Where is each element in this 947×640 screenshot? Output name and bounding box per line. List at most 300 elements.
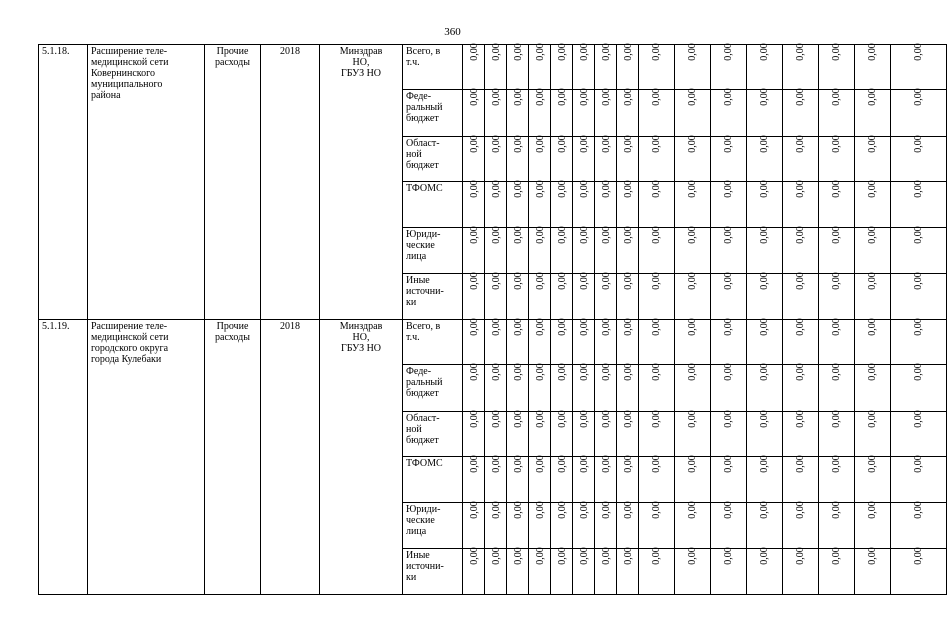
cell-text-line: медицинской сети bbox=[91, 332, 169, 343]
value-text: 0,00 bbox=[650, 180, 662, 198]
value-cell bbox=[529, 503, 551, 549]
value-text: 0,00 bbox=[556, 180, 568, 198]
value-text: 0,00 bbox=[758, 135, 770, 153]
value-cell bbox=[675, 412, 711, 457]
value-text: 0,00 bbox=[622, 43, 634, 61]
cell-text-line: Феде- bbox=[406, 366, 432, 377]
value-cell bbox=[675, 228, 711, 274]
value-cell bbox=[891, 320, 947, 365]
value-text: 0,00 bbox=[578, 226, 590, 244]
value-cell bbox=[675, 274, 711, 320]
value-cell bbox=[855, 412, 891, 457]
value-text: 0,00 bbox=[600, 547, 612, 565]
value-text: 0,00 bbox=[600, 455, 612, 473]
value-text: 0,00 bbox=[490, 547, 502, 565]
value-text: 0,00 bbox=[600, 226, 612, 244]
cell-text-line: муниципального bbox=[91, 79, 163, 90]
value-text: 0,00 bbox=[650, 455, 662, 473]
value-text: 0,00 bbox=[622, 226, 634, 244]
value-text: 0,00 bbox=[722, 135, 734, 153]
value-cell bbox=[783, 549, 819, 595]
value-cell bbox=[711, 137, 747, 182]
value-text: 0,00 bbox=[534, 318, 546, 336]
value-text: 0,00 bbox=[468, 410, 480, 428]
value-cell bbox=[711, 320, 747, 365]
expense-type bbox=[205, 45, 261, 320]
cell-text-line: Иные bbox=[406, 275, 430, 286]
value-cell bbox=[639, 137, 675, 182]
value-cell bbox=[595, 549, 617, 595]
value-text: 0,00 bbox=[534, 410, 546, 428]
measure-name bbox=[88, 320, 205, 595]
value-text: 0,00 bbox=[468, 135, 480, 153]
value-cell bbox=[507, 182, 529, 228]
value-cell bbox=[891, 365, 947, 412]
value-text: 0,00 bbox=[794, 135, 806, 153]
value-text: 0,00 bbox=[534, 363, 546, 381]
value-text: 0,00 bbox=[534, 43, 546, 61]
cell-text-line: источни- bbox=[406, 286, 444, 297]
value-cell bbox=[551, 365, 573, 412]
value-cell bbox=[507, 320, 529, 365]
value-cell bbox=[711, 274, 747, 320]
value-cell bbox=[551, 228, 573, 274]
value-text: 0,00 bbox=[686, 501, 698, 519]
value-cell bbox=[747, 90, 783, 137]
value-cell bbox=[529, 549, 551, 595]
value-cell bbox=[463, 274, 485, 320]
value-cell bbox=[639, 274, 675, 320]
value-text: 0,00 bbox=[468, 88, 480, 106]
value-text: 0,00 bbox=[650, 135, 662, 153]
value-cell bbox=[507, 549, 529, 595]
funding-source bbox=[403, 274, 463, 320]
cell-text-line: ки bbox=[406, 297, 417, 308]
value-text: 0,00 bbox=[912, 501, 924, 519]
value-text: 0,00 bbox=[600, 410, 612, 428]
value-text: 0,00 bbox=[722, 547, 734, 565]
value-text: 0,00 bbox=[866, 547, 878, 565]
value-text: 0,00 bbox=[556, 410, 568, 428]
value-text: 0,00 bbox=[866, 88, 878, 106]
value-text: 0,00 bbox=[468, 501, 480, 519]
value-text: 0,00 bbox=[468, 226, 480, 244]
value-text: 0,00 bbox=[468, 180, 480, 198]
value-cell bbox=[747, 503, 783, 549]
value-cell bbox=[675, 182, 711, 228]
executor bbox=[320, 320, 403, 595]
value-text: 0,00 bbox=[622, 547, 634, 565]
funding-source bbox=[403, 503, 463, 549]
value-text: 0,00 bbox=[650, 272, 662, 290]
value-text: 0,00 bbox=[794, 43, 806, 61]
value-text: 0,00 bbox=[556, 547, 568, 565]
value-text: 0,00 bbox=[686, 318, 698, 336]
value-cell bbox=[819, 412, 855, 457]
cell-text-line: бюджет bbox=[406, 435, 439, 446]
value-text: 0,00 bbox=[556, 501, 568, 519]
value-cell bbox=[463, 90, 485, 137]
value-cell bbox=[551, 90, 573, 137]
value-cell bbox=[463, 549, 485, 595]
value-text: 0,00 bbox=[556, 272, 568, 290]
value-text: 0,00 bbox=[468, 363, 480, 381]
value-cell bbox=[819, 549, 855, 595]
value-text: 0,00 bbox=[534, 180, 546, 198]
value-text: 0,00 bbox=[600, 43, 612, 61]
value-text: 0,00 bbox=[650, 410, 662, 428]
value-text: 0,00 bbox=[866, 455, 878, 473]
value-cell bbox=[573, 90, 595, 137]
value-cell bbox=[617, 137, 639, 182]
value-cell bbox=[639, 549, 675, 595]
funding-source bbox=[403, 412, 463, 457]
value-cell bbox=[675, 90, 711, 137]
cell-text-line: ТФОМС bbox=[406, 458, 443, 469]
value-text: 0,00 bbox=[534, 272, 546, 290]
value-cell bbox=[675, 137, 711, 182]
value-text: 0,00 bbox=[490, 180, 502, 198]
value-text: 0,00 bbox=[512, 455, 524, 473]
value-text: 0,00 bbox=[758, 410, 770, 428]
value-text: 0,00 bbox=[556, 455, 568, 473]
value-cell bbox=[675, 45, 711, 90]
value-cell bbox=[573, 503, 595, 549]
value-text: 0,00 bbox=[578, 410, 590, 428]
value-cell bbox=[551, 45, 573, 90]
value-text: 0,00 bbox=[686, 88, 698, 106]
value-cell bbox=[529, 365, 551, 412]
value-cell bbox=[819, 320, 855, 365]
value-cell bbox=[855, 503, 891, 549]
value-text: 0,00 bbox=[794, 410, 806, 428]
value-cell bbox=[529, 320, 551, 365]
value-text: 0,00 bbox=[534, 88, 546, 106]
value-cell bbox=[551, 182, 573, 228]
value-cell bbox=[573, 412, 595, 457]
value-text: 0,00 bbox=[650, 363, 662, 381]
value-text: 0,00 bbox=[830, 88, 842, 106]
cell-text-line: Расширение теле- bbox=[91, 321, 168, 332]
cell-text-line: ГБУЗ НО bbox=[340, 68, 382, 79]
value-cell bbox=[463, 228, 485, 274]
value-text: 0,00 bbox=[622, 363, 634, 381]
value-text: 0,00 bbox=[758, 88, 770, 106]
value-text: 0,00 bbox=[578, 180, 590, 198]
value-cell bbox=[783, 274, 819, 320]
value-cell bbox=[617, 45, 639, 90]
value-cell bbox=[783, 45, 819, 90]
value-cell bbox=[595, 274, 617, 320]
funding-source bbox=[403, 90, 463, 137]
value-text: 0,00 bbox=[866, 501, 878, 519]
value-text: 0,00 bbox=[650, 547, 662, 565]
value-text: 0,00 bbox=[722, 180, 734, 198]
value-text: 0,00 bbox=[758, 363, 770, 381]
value-cell bbox=[891, 137, 947, 182]
value-text: 0,00 bbox=[794, 363, 806, 381]
value-cell bbox=[507, 412, 529, 457]
value-text: 0,00 bbox=[912, 363, 924, 381]
year: 2018 bbox=[261, 45, 320, 320]
value-cell bbox=[891, 412, 947, 457]
cell-text-line: ки bbox=[406, 572, 417, 583]
value-text: 0,00 bbox=[830, 180, 842, 198]
value-cell bbox=[855, 182, 891, 228]
value-cell bbox=[529, 45, 551, 90]
cell-text-line: т.ч. bbox=[406, 57, 420, 68]
cell-text-line: лица bbox=[406, 526, 427, 537]
value-cell bbox=[855, 45, 891, 90]
value-text: 0,00 bbox=[830, 43, 842, 61]
value-text: 0,00 bbox=[512, 226, 524, 244]
value-text: 0,00 bbox=[512, 43, 524, 61]
value-cell bbox=[617, 320, 639, 365]
value-cell bbox=[551, 274, 573, 320]
value-text: 0,00 bbox=[686, 135, 698, 153]
value-text: 0,00 bbox=[686, 363, 698, 381]
value-cell bbox=[675, 457, 711, 503]
funding-source bbox=[403, 182, 463, 228]
cell-text-line: ческие bbox=[406, 240, 435, 251]
value-text: 0,00 bbox=[556, 318, 568, 336]
value-text: 0,00 bbox=[912, 135, 924, 153]
value-text: 0,00 bbox=[512, 318, 524, 336]
value-cell bbox=[617, 274, 639, 320]
value-cell bbox=[819, 274, 855, 320]
value-cell bbox=[595, 503, 617, 549]
cell-text-line: городского округа bbox=[91, 343, 169, 354]
value-text: 0,00 bbox=[686, 272, 698, 290]
value-text: 0,00 bbox=[578, 501, 590, 519]
value-text: 0,00 bbox=[534, 226, 546, 244]
funding-source bbox=[403, 45, 463, 90]
value-cell bbox=[507, 503, 529, 549]
value-text: 0,00 bbox=[490, 88, 502, 106]
cell-text-line: Расширение теле- bbox=[91, 46, 168, 57]
cell-text-line: Феде- bbox=[406, 91, 432, 102]
measure-number: 5.1.18. bbox=[39, 45, 88, 320]
table-body bbox=[39, 45, 947, 595]
value-text: 0,00 bbox=[578, 455, 590, 473]
value-cell bbox=[711, 182, 747, 228]
value-cell bbox=[819, 90, 855, 137]
value-text: 0,00 bbox=[794, 180, 806, 198]
value-cell bbox=[819, 228, 855, 274]
cell-text-line: ТФОМС bbox=[406, 183, 443, 194]
value-text: 0,00 bbox=[490, 455, 502, 473]
value-text: 0,00 bbox=[600, 180, 612, 198]
value-cell bbox=[573, 365, 595, 412]
value-text: 0,00 bbox=[534, 135, 546, 153]
value-cell bbox=[675, 320, 711, 365]
cell-text-line: ГБУЗ НО bbox=[340, 343, 382, 354]
value-text: 0,00 bbox=[722, 43, 734, 61]
value-cell bbox=[573, 320, 595, 365]
cell-text-line: Прочие bbox=[216, 321, 249, 332]
value-cell bbox=[463, 412, 485, 457]
cell-text-line: города Кулебаки bbox=[91, 354, 162, 365]
value-cell bbox=[819, 182, 855, 228]
value-text: 0,00 bbox=[912, 43, 924, 61]
value-cell bbox=[529, 274, 551, 320]
value-text: 0,00 bbox=[722, 226, 734, 244]
value-text: 0,00 bbox=[512, 272, 524, 290]
value-text: 0,00 bbox=[556, 363, 568, 381]
value-text: 0,00 bbox=[490, 410, 502, 428]
measure-name bbox=[88, 45, 205, 320]
value-text: 0,00 bbox=[866, 226, 878, 244]
value-cell bbox=[485, 365, 507, 412]
value-cell bbox=[747, 365, 783, 412]
value-cell bbox=[617, 228, 639, 274]
cell-text-line: ральный bbox=[406, 102, 443, 113]
value-text: 0,00 bbox=[758, 43, 770, 61]
value-cell bbox=[529, 182, 551, 228]
cell-text-line: Минздрав bbox=[339, 321, 383, 332]
value-cell bbox=[675, 549, 711, 595]
value-cell bbox=[485, 137, 507, 182]
value-cell bbox=[463, 365, 485, 412]
value-text: 0,00 bbox=[686, 547, 698, 565]
value-text: 0,00 bbox=[686, 180, 698, 198]
value-text: 0,00 bbox=[830, 547, 842, 565]
value-text: 0,00 bbox=[686, 43, 698, 61]
value-text: 0,00 bbox=[556, 88, 568, 106]
value-text: 0,00 bbox=[794, 318, 806, 336]
cell-text-line: т.ч. bbox=[406, 332, 420, 343]
cell-text-line: ной bbox=[406, 424, 422, 435]
value-text: 0,00 bbox=[490, 363, 502, 381]
value-cell bbox=[675, 365, 711, 412]
value-cell bbox=[639, 365, 675, 412]
value-cell bbox=[639, 457, 675, 503]
value-cell bbox=[747, 457, 783, 503]
value-text: 0,00 bbox=[686, 226, 698, 244]
value-text: 0,00 bbox=[912, 547, 924, 565]
value-text: 0,00 bbox=[758, 180, 770, 198]
value-cell bbox=[485, 228, 507, 274]
cell-text-line: Област- bbox=[406, 413, 440, 424]
cell-text-line: НО, bbox=[352, 57, 370, 68]
value-text: 0,00 bbox=[686, 410, 698, 428]
executor bbox=[320, 45, 403, 320]
value-cell bbox=[485, 412, 507, 457]
funding-source bbox=[403, 549, 463, 595]
value-text: 0,00 bbox=[794, 455, 806, 473]
cell-text-line: НО, bbox=[352, 332, 370, 343]
value-cell bbox=[529, 457, 551, 503]
value-cell bbox=[639, 45, 675, 90]
value-cell bbox=[711, 412, 747, 457]
value-text: 0,00 bbox=[622, 410, 634, 428]
value-text: 0,00 bbox=[578, 135, 590, 153]
value-cell bbox=[595, 90, 617, 137]
value-cell bbox=[891, 45, 947, 90]
value-cell bbox=[595, 228, 617, 274]
value-text: 0,00 bbox=[758, 501, 770, 519]
value-cell bbox=[711, 90, 747, 137]
value-text: 0,00 bbox=[830, 501, 842, 519]
value-cell bbox=[783, 137, 819, 182]
value-text: 0,00 bbox=[490, 226, 502, 244]
value-text: 0,00 bbox=[578, 363, 590, 381]
cell-text-line: Юриди- bbox=[406, 504, 441, 515]
value-cell bbox=[617, 412, 639, 457]
value-text: 0,00 bbox=[912, 180, 924, 198]
value-text: 0,00 bbox=[758, 272, 770, 290]
cell-text-line: бюджет bbox=[406, 160, 439, 171]
cell-text-line: Всего, в bbox=[406, 321, 441, 332]
value-text: 0,00 bbox=[512, 363, 524, 381]
value-text: 0,00 bbox=[556, 226, 568, 244]
value-cell bbox=[551, 503, 573, 549]
value-cell bbox=[747, 137, 783, 182]
cell-text-line: Иные bbox=[406, 550, 430, 561]
value-text: 0,00 bbox=[650, 501, 662, 519]
value-text: 0,00 bbox=[794, 547, 806, 565]
value-text: 0,00 bbox=[912, 226, 924, 244]
value-text: 0,00 bbox=[830, 226, 842, 244]
value-cell bbox=[617, 182, 639, 228]
value-cell bbox=[855, 274, 891, 320]
value-cell bbox=[855, 549, 891, 595]
value-text: 0,00 bbox=[830, 455, 842, 473]
value-cell bbox=[485, 503, 507, 549]
value-cell bbox=[617, 90, 639, 137]
value-cell bbox=[783, 412, 819, 457]
value-cell bbox=[617, 549, 639, 595]
value-text: 0,00 bbox=[758, 455, 770, 473]
value-text: 0,00 bbox=[866, 410, 878, 428]
value-text: 0,00 bbox=[912, 88, 924, 106]
value-cell bbox=[639, 228, 675, 274]
cell-text-line: лица bbox=[406, 251, 427, 262]
value-text: 0,00 bbox=[912, 318, 924, 336]
value-cell bbox=[463, 45, 485, 90]
value-text: 0,00 bbox=[600, 363, 612, 381]
value-cell bbox=[783, 365, 819, 412]
value-text: 0,00 bbox=[650, 226, 662, 244]
value-cell bbox=[819, 137, 855, 182]
value-cell bbox=[783, 320, 819, 365]
value-text: 0,00 bbox=[490, 272, 502, 290]
value-cell bbox=[747, 45, 783, 90]
value-text: 0,00 bbox=[578, 43, 590, 61]
value-cell bbox=[783, 228, 819, 274]
value-text: 0,00 bbox=[578, 318, 590, 336]
value-text: 0,00 bbox=[490, 135, 502, 153]
value-cell bbox=[855, 90, 891, 137]
value-cell bbox=[783, 457, 819, 503]
value-cell bbox=[639, 90, 675, 137]
value-text: 0,00 bbox=[622, 455, 634, 473]
value-cell bbox=[463, 503, 485, 549]
value-cell bbox=[819, 45, 855, 90]
value-cell bbox=[595, 182, 617, 228]
value-text: 0,00 bbox=[794, 226, 806, 244]
value-text: 0,00 bbox=[622, 180, 634, 198]
value-text: 0,00 bbox=[512, 135, 524, 153]
value-cell bbox=[783, 90, 819, 137]
value-cell bbox=[747, 182, 783, 228]
value-text: 0,00 bbox=[490, 43, 502, 61]
value-cell bbox=[783, 503, 819, 549]
value-cell bbox=[595, 412, 617, 457]
value-cell bbox=[551, 412, 573, 457]
value-text: 0,00 bbox=[490, 318, 502, 336]
value-cell bbox=[711, 549, 747, 595]
